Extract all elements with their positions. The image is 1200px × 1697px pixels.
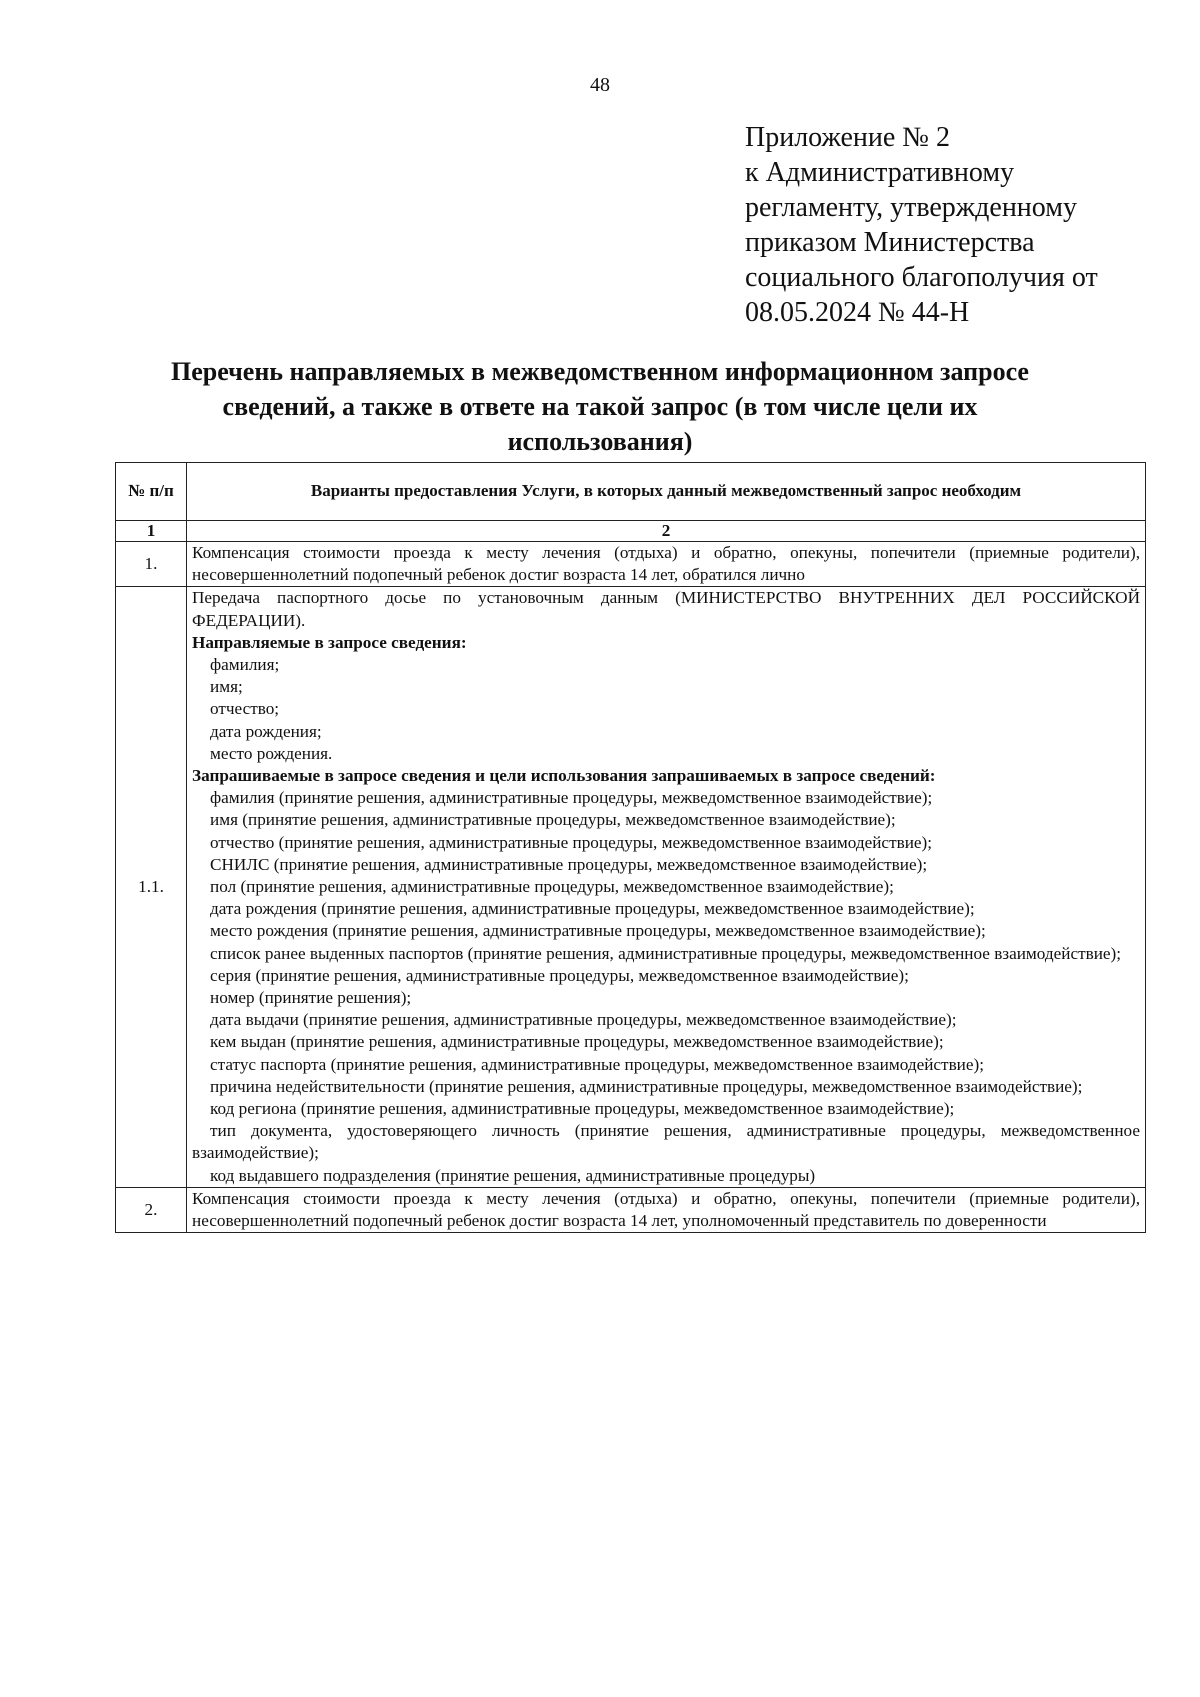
appendix-block: [745, 120, 1165, 330]
title-line: сведений, а также в ответе на такой запрос (в том числе цели их: [222, 392, 978, 421]
table-row: [116, 587, 1146, 1187]
list-item: пол (принятие решения, административные процедуры, межведомственное взаимодействие);: [210, 877, 894, 897]
row-details: [187, 587, 1146, 1187]
appendix-line: социального благополучия от: [745, 262, 1098, 293]
list-item: фамилия (принятие решения, административные процедуры, межведомственное взаимодействие);: [210, 788, 933, 808]
row-number: 2.: [116, 1187, 187, 1232]
header-num-cell: № п/п: [116, 463, 187, 521]
column-index-row: [116, 521, 1146, 542]
appendix-line: Приложение № 2: [745, 122, 950, 153]
list-item: код региона (принятие решения, административные процедуры, межведомственное взаимодействие);: [210, 1099, 955, 1119]
list-item: фамилия;: [210, 655, 280, 675]
document-title: [100, 354, 1100, 459]
appendix-line: приказом Министерства: [745, 227, 1035, 258]
list-item: серия (принятие решения, административные процедуры, межведомственное взаимодействие);: [210, 965, 909, 985]
list-item: место рождения (принятие решения, административные процедуры, межведомственное взаимодействие);: [210, 921, 986, 941]
column-index-cell: 1: [116, 521, 187, 542]
row-text: Компенсация стоимости проезда к месту лечения (отдыха) и обратно, опекуны, попечители (приемные родители), несовершеннолетний подопечный ребенок достиг возраста 14 лет, обратился лично: [187, 542, 1146, 587]
appendix-line: к Административному: [745, 157, 1015, 188]
list-item: причина недействительности (принятие решения, административные процедуры, межведомственное взаимодействие);: [210, 1076, 1083, 1096]
requested-heading: Запрашиваемые в запросе сведения и цели использования запрашиваемых в запросе сведений:: [192, 766, 936, 786]
list-item: статус паспорта (принятие решения, административные процедуры, межведомственное взаимодействие);: [210, 1054, 985, 1074]
title-line: использования): [507, 427, 693, 456]
list-item: СНИЛС (принятие решения, административные процедуры, межведомственное взаимодействие);: [210, 854, 928, 874]
list-item: код выдавшего подразделения (принятие решения, административные процедуры): [210, 1165, 816, 1185]
list-item: дата выдачи (принятие решения, административные процедуры, межведомственное взаимодействие);: [210, 1010, 957, 1030]
table-header-row: [116, 463, 1146, 521]
column-index-cell: 2: [187, 521, 1146, 542]
list-item: отчество (принятие решения, административные процедуры, межведомственное взаимодействие);: [210, 832, 933, 852]
sent-heading: Направляемые в запросе сведения:: [192, 632, 467, 652]
appendix-line: 08.05.2024 № 44-Н: [745, 297, 970, 328]
row-number: 1.1.: [116, 587, 187, 1187]
list-item: дата рождения (принятие решения, административные процедуры, межведомственное взаимодействие);: [210, 899, 975, 919]
list-item: номер (принятие решения);: [210, 988, 412, 1008]
table-row: [116, 1187, 1146, 1232]
requests-table: [115, 462, 1146, 1233]
list-item: список ранее выденных паспортов (принятие решения, административные процедуры, межведомственное взаимодействие);: [210, 943, 1122, 963]
header-variants-cell: Варианты предоставления Услуги, в которых данный межведомственный запрос необходим: [187, 463, 1146, 521]
title-line: Перечень направляемых в межведомственном информационном запросе: [171, 357, 1029, 386]
list-item: имя;: [210, 677, 243, 697]
list-item: кем выдан (принятие решения, административные процедуры, межведомственное взаимодействие);: [210, 1032, 944, 1052]
list-item: дата рождения;: [210, 721, 322, 741]
table-row: [116, 542, 1146, 587]
row-text: Компенсация стоимости проезда к месту лечения (отдыха) и обратно, опекуны, попечители (приемные родители), несовершеннолетний подопечный ребенок достиг возраста 14 лет, уполномоченный представитель по доверенности: [187, 1187, 1146, 1232]
list-item: имя (принятие решения, административные процедуры, межведомственное взаимодействие);: [210, 810, 896, 830]
row-number: 1.: [116, 542, 187, 587]
sent-list: [192, 654, 1140, 765]
requested-list: [192, 787, 1140, 1187]
list-item: отчество;: [210, 699, 280, 719]
list-item: место рождения.: [210, 743, 333, 763]
list-item: тип документа, удостоверяющего личность (принятие решения, административные процедуры, межведомственное взаимодействие);: [192, 1121, 1140, 1163]
request-intro: Передача паспортного досье по установочным данным (МИНИСТЕРСТВО ВНУТРЕННИХ ДЕЛ РОССИЙСКОЙ ФЕДЕРАЦИИ).: [192, 588, 1140, 630]
appendix-line: регламенту, утвержденному: [745, 192, 1077, 223]
page-number: 48: [590, 74, 610, 96]
